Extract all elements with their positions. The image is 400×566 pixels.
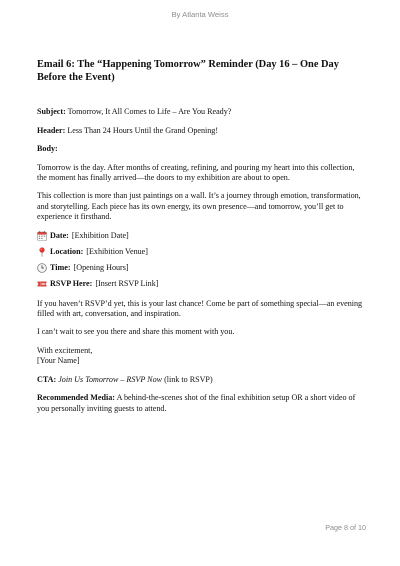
header-value: Less Than 24 Hours Until the Grand Opening!	[67, 125, 219, 135]
detail-value: [Exhibition Venue]	[86, 246, 148, 256]
subject-label: Subject:	[37, 107, 66, 117]
detail-location	[37, 247, 363, 257]
cta-label: CTA:	[37, 374, 57, 384]
body-label-text: Body:	[37, 144, 58, 154]
closing-paragraph: I can’t wait to see you there and share this moment with you.	[37, 327, 235, 337]
calendar-icon	[37, 231, 47, 241]
detail-value: [Insert RSVP Link]	[95, 278, 159, 288]
email-title: Email 6: The “Happening Tomorrow” Reminder (Day 16 – One Day Before the Event)	[37, 59, 339, 84]
signoff-line: With excitement,	[37, 345, 93, 355]
page-number: Page 8 of 10	[325, 523, 366, 532]
detail-label: RSVP Here:	[50, 278, 93, 288]
detail-label: Location:	[50, 246, 84, 256]
subject-value: Tomorrow, It All Comes to Life – Are You Ready?	[67, 107, 232, 117]
cta-suffix: (link to RSVP)	[164, 374, 213, 384]
pin-icon	[37, 247, 47, 257]
detail-date	[37, 231, 363, 241]
body-paragraph: This collection is more than just paintings on a wall. It’s a journey through emotion, transformation, and storytelling. Each piece has its own energy, its own presence—and tomorrow, you’ll get to experience it firsthand.	[37, 191, 361, 222]
cta-line	[37, 375, 363, 385]
clock-icon	[37, 263, 47, 273]
document-content	[37, 58, 363, 422]
recommended-media	[37, 393, 363, 414]
detail-value: [Exhibition Date]	[71, 230, 129, 240]
ticket-icon	[37, 279, 47, 289]
recommended-media-label: Recommended Media:	[37, 393, 115, 403]
header-label: Header:	[37, 125, 66, 135]
detail-label: Time:	[50, 262, 71, 272]
body-paragraph: Tomorrow is the day. After months of creating, refining, and pouring my heart into this collection, the moment has finally arrived—the doors to my exhibition are about to open.	[37, 162, 355, 183]
detail-time	[37, 263, 363, 273]
detail-value: [Opening Hours]	[73, 262, 129, 272]
recommended-media-value: A behind-the-scenes shot of the final exhibition setup OR a short video of you personally inviting guests to attend.	[37, 393, 356, 413]
closing-paragraph: If you haven’t RSVP’d yet, this is your last chance! Come be part of something special—an evening filled with art, conversation, and inspiration.	[37, 298, 363, 319]
header-line	[37, 126, 363, 136]
running-header: By Atlanta Weiss	[171, 10, 229, 19]
signoff	[37, 346, 363, 367]
detail-rsvp	[37, 279, 363, 289]
subject-line	[37, 107, 363, 117]
detail-label: Date:	[50, 230, 69, 240]
cta-link-text: Join Us Tomorrow – RSVP Now	[58, 374, 163, 384]
signoff-name: [Your Name]	[37, 356, 80, 366]
body-label	[37, 144, 363, 154]
